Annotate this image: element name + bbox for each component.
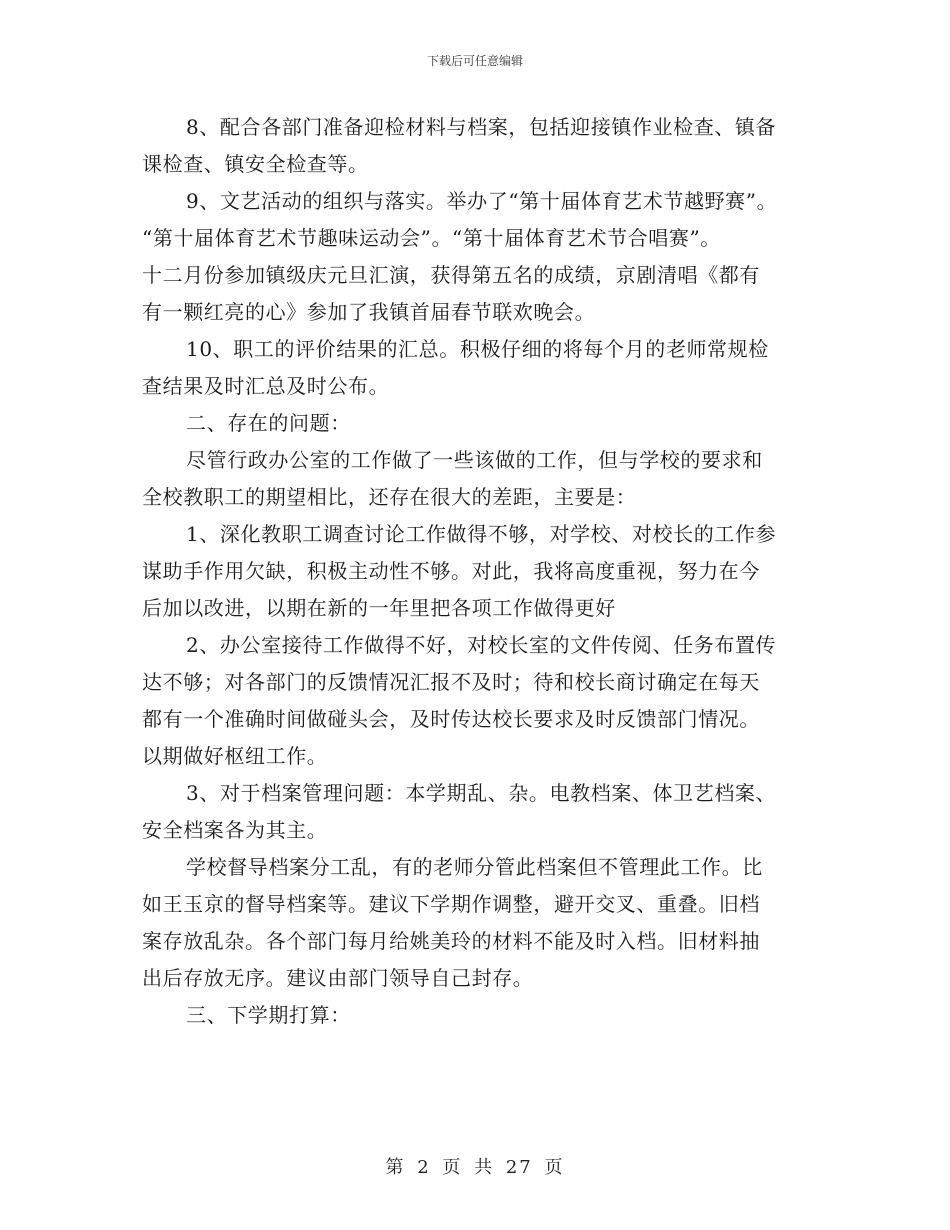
- paragraph-line: 3、对于档案管理问题：本学期乱、杂。电教档案、体卫艺档案、: [186, 781, 777, 805]
- paragraph-line: 2、办公室接待工作做得不好，对校长室的文件传阅、任务布置传: [186, 633, 777, 657]
- paragraph-line: 达不够；对各部门的反馈情况汇报不及时；待和校长商讨确定在每天: [142, 670, 760, 694]
- paragraph-line: 案存放乱杂。各个部门每月给姚美玲的材料不能及时入档。旧材料抽: [142, 929, 760, 953]
- paragraph-line: 尽管行政办公室的工作做了一些该做的工作，但与学校的要求和: [186, 448, 763, 472]
- paragraph-line: 8、配合各部门准备迎检材料与档案，包括迎接镇作业检查、镇备: [186, 115, 777, 139]
- section-heading: 三、下学期打算：: [186, 1003, 351, 1027]
- page-header-note: 下载后可任意编辑: [426, 54, 523, 68]
- paragraph-line: 如王玉京的督导档案等。建议下学期作调整，避开交叉、重叠。旧档: [142, 892, 760, 916]
- paragraph-line: 学校督导档案分工乱，有的老师分管此档案但不管理此工作。比: [186, 855, 763, 879]
- paragraph-line: 9、文艺活动的组织与落实。举办了“第十届体育艺术节越野赛”。: [186, 189, 778, 213]
- paragraph-line: 有一颗红亮的心》参加了我镇首届春节联欢晚会。: [142, 300, 596, 324]
- paragraph-line: 10、职工的评价结果的汇总。积极仔细的将每个月的老师常规检: [186, 337, 769, 361]
- section-heading: 二、存在的问题：: [186, 411, 351, 435]
- paragraph-line: 以期做好枢纽工作。: [142, 744, 328, 768]
- paragraph-line: 都有一个准确时间做碰头会，及时传达校长要求及时反馈部门情况。: [142, 707, 760, 731]
- paragraph-line: 1、深化教职工调查讨论工作做得不够，对学校、对校长的工作参: [186, 522, 777, 546]
- paragraph-line: 出后存放无序。建议由部门领导自己封存。: [142, 966, 534, 990]
- paragraph-line: 安全档案各为其主。: [142, 818, 328, 842]
- paragraph-line: 十二月份参加镇级庆元旦汇演，获得第五名的成绩，京剧清唱《都有: [142, 263, 760, 287]
- paragraph-line: “第十届体育艺术节趣味运动会”。“第十届体育艺术节合唱赛”。: [142, 226, 721, 250]
- paragraph-line: 全校教职工的期望相比，还存在很大的差距，主要是：: [142, 485, 637, 509]
- paragraph-line: 查结果及时汇总及时公布。: [142, 374, 390, 398]
- paragraph-line: 谋助手作用欠缺，积极主动性不够。对此，我将高度重视，努力在今: [142, 559, 760, 583]
- page-number-footer: 第 2 页 共 27 页: [385, 1157, 565, 1178]
- paragraph-line: 后加以改进，以期在新的一年里把各项工作做得更好: [142, 596, 616, 620]
- document-body: [142, 109, 822, 1034]
- paragraph-line: 课检查、镇安全检查等。: [142, 152, 369, 176]
